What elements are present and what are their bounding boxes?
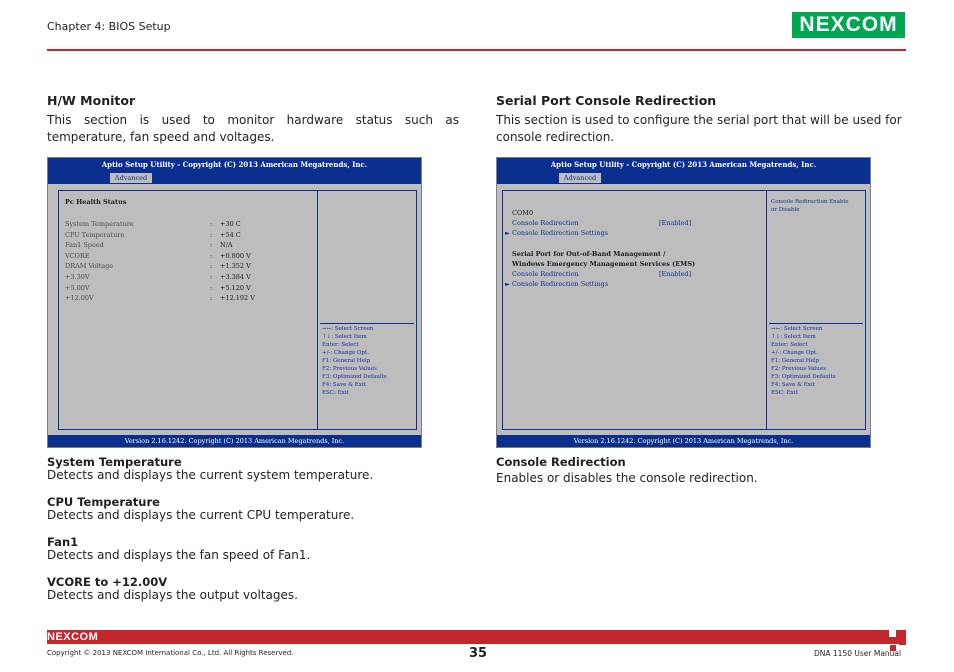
key-hint: Enter: Select xyxy=(322,342,359,348)
key-hint: F2: Previous Values xyxy=(322,366,377,372)
health-rows xyxy=(65,219,255,304)
oob-heading-line2: Windows Emergency Management Services (EMS) xyxy=(512,260,696,268)
tab-advanced[interactable]: Advanced xyxy=(559,173,601,183)
health-row: CPU Temperature : +54 C xyxy=(65,230,241,239)
footer-mark xyxy=(899,638,906,645)
console-redirection-option-2[interactable]: Console Redirection xyxy=(512,270,579,278)
health-row: +3.30V : +3.384 V xyxy=(65,272,251,281)
item-desc-console-redirection: Enables or disables the console redirection. xyxy=(496,471,758,485)
item-desc-cpu-temperature: Detects and displays the current CPU temperature. xyxy=(47,508,355,522)
bios-screen-serial-port xyxy=(496,157,871,448)
help-separator xyxy=(769,323,863,324)
console-redirection-settings-2[interactable]: Console Redirection Settings xyxy=(512,280,609,288)
console-redirection-settings-1[interactable]: Console Redirection Settings xyxy=(512,229,609,237)
key-hint: ↑↓: Select Item xyxy=(771,334,816,340)
item-title-fan1: Fan1 xyxy=(47,535,79,549)
hw-monitor-title: H/W Monitor xyxy=(47,93,136,108)
key-hint: F4: Save & Exit xyxy=(771,382,815,388)
key-hint: ESC: Exit xyxy=(322,390,349,396)
health-row: +5.00V : +5.120 V xyxy=(65,283,251,292)
health-row: Fan1 Speed : N/A xyxy=(65,241,233,250)
footer-bar xyxy=(47,630,906,644)
key-hint: ESC: Exit xyxy=(771,390,798,396)
help-text-line2: or Disable xyxy=(771,207,800,213)
tab-advanced[interactable]: Advanced xyxy=(110,173,152,183)
key-hint: F3: Optimized Defaults xyxy=(322,374,387,380)
health-row: +12.00V : +12.192 V xyxy=(65,294,255,303)
item-title-console-redirection: Console Redirection xyxy=(496,455,626,469)
footer-mark xyxy=(889,630,896,637)
health-row: VCORE : +0.800 V xyxy=(65,251,251,260)
item-desc-fan1: Detects and displays the fan speed of Fan1. xyxy=(47,548,311,562)
serial-port-intro: This section is used to configure the serial port that will be used for console redirection. xyxy=(496,113,902,144)
item-desc-system-temperature: Detects and displays the current system temperature. xyxy=(47,468,374,482)
nexcom-logo: NEXCOM xyxy=(792,12,905,38)
bios-tab-bar xyxy=(48,172,421,184)
submenu-arrow-icon: ► xyxy=(505,280,510,288)
key-hint: F1: General Help xyxy=(322,358,371,364)
key-hint: Enter: Select xyxy=(771,342,808,348)
bios-tab-bar xyxy=(497,172,870,184)
key-hint: +/-: Change Opt. xyxy=(322,350,370,356)
key-hints xyxy=(322,325,387,397)
manual-title: DNA 1150 User Manual xyxy=(814,649,902,658)
item-title-cpu-temperature: CPU Temperature xyxy=(47,495,160,509)
page-number: 35 xyxy=(469,646,488,661)
console-redirection-value-2[interactable]: [Enabled] xyxy=(659,270,692,278)
submenu-arrow-icon: ► xyxy=(505,229,510,237)
bios-screen-hw-monitor xyxy=(47,157,422,448)
console-redirection-value-1[interactable]: [Enabled] xyxy=(659,219,692,227)
hw-monitor-intro: This section is used to monitor hardware status such as temperature, fan speed and voltages. xyxy=(47,113,459,144)
oob-heading-line1: Serial Port for Out-of-Band Management / xyxy=(512,250,666,258)
item-title-system-temperature: System Temperature xyxy=(47,455,182,469)
key-hint: F3: Optimized Defaults xyxy=(771,374,836,380)
bios-title-bar: Aptio Setup Utility - Copyright (C) 2013 American Megatrends, Inc. xyxy=(48,158,421,172)
health-row: System Temperature : +30 C xyxy=(65,220,241,228)
footer-copyright: Copyright © 2013 NEXCOM International Co., Ltd. All Rights Reserved. xyxy=(47,649,294,657)
key-hint: →←: Select Screen xyxy=(771,326,823,332)
com0-label: COM0 xyxy=(512,209,534,217)
key-hint: →←: Select Screen xyxy=(322,326,374,332)
key-hint: F2: Previous Values xyxy=(771,366,826,372)
bios-main-panel xyxy=(502,190,767,430)
bios-help-panel xyxy=(766,190,866,430)
key-hints xyxy=(771,325,836,397)
help-text-line1: Console Redirection Enable xyxy=(771,199,849,205)
item-desc-vcore: Detects and displays the output voltages. xyxy=(47,588,298,602)
bios-footer: Version 2.16.1242. Copyright (C) 2013 American Megatrends, Inc. xyxy=(48,435,421,447)
item-title-vcore: VCORE to +12.00V xyxy=(47,575,168,589)
health-row: DRAM Voltage : +1.352 V xyxy=(65,262,251,271)
bios-main-panel xyxy=(58,190,318,430)
bios-title-bar: Aptio Setup Utility - Copyright (C) 2013 American Megatrends, Inc. xyxy=(497,158,870,172)
bios-footer: Version 2.16.1242. Copyright (C) 2013 American Megatrends, Inc. xyxy=(497,435,870,447)
key-hint: +/-: Change Opt. xyxy=(771,350,819,356)
console-redirection-option-1[interactable]: Console Redirection xyxy=(512,219,579,227)
help-separator xyxy=(320,323,414,324)
pc-health-status-heading: Pc Health Status xyxy=(65,198,127,206)
key-hint: ↑↓: Select Item xyxy=(322,334,367,340)
header-rule xyxy=(47,49,906,51)
bios-help-panel xyxy=(317,190,417,430)
serial-port-title: Serial Port Console Redirection xyxy=(496,93,717,108)
key-hint: F4: Save & Exit xyxy=(322,382,366,388)
chapter-label: Chapter 4: BIOS Setup xyxy=(47,20,171,33)
key-hint: F1: General Help xyxy=(771,358,820,364)
footer-logo: NEXCOM xyxy=(47,631,99,643)
